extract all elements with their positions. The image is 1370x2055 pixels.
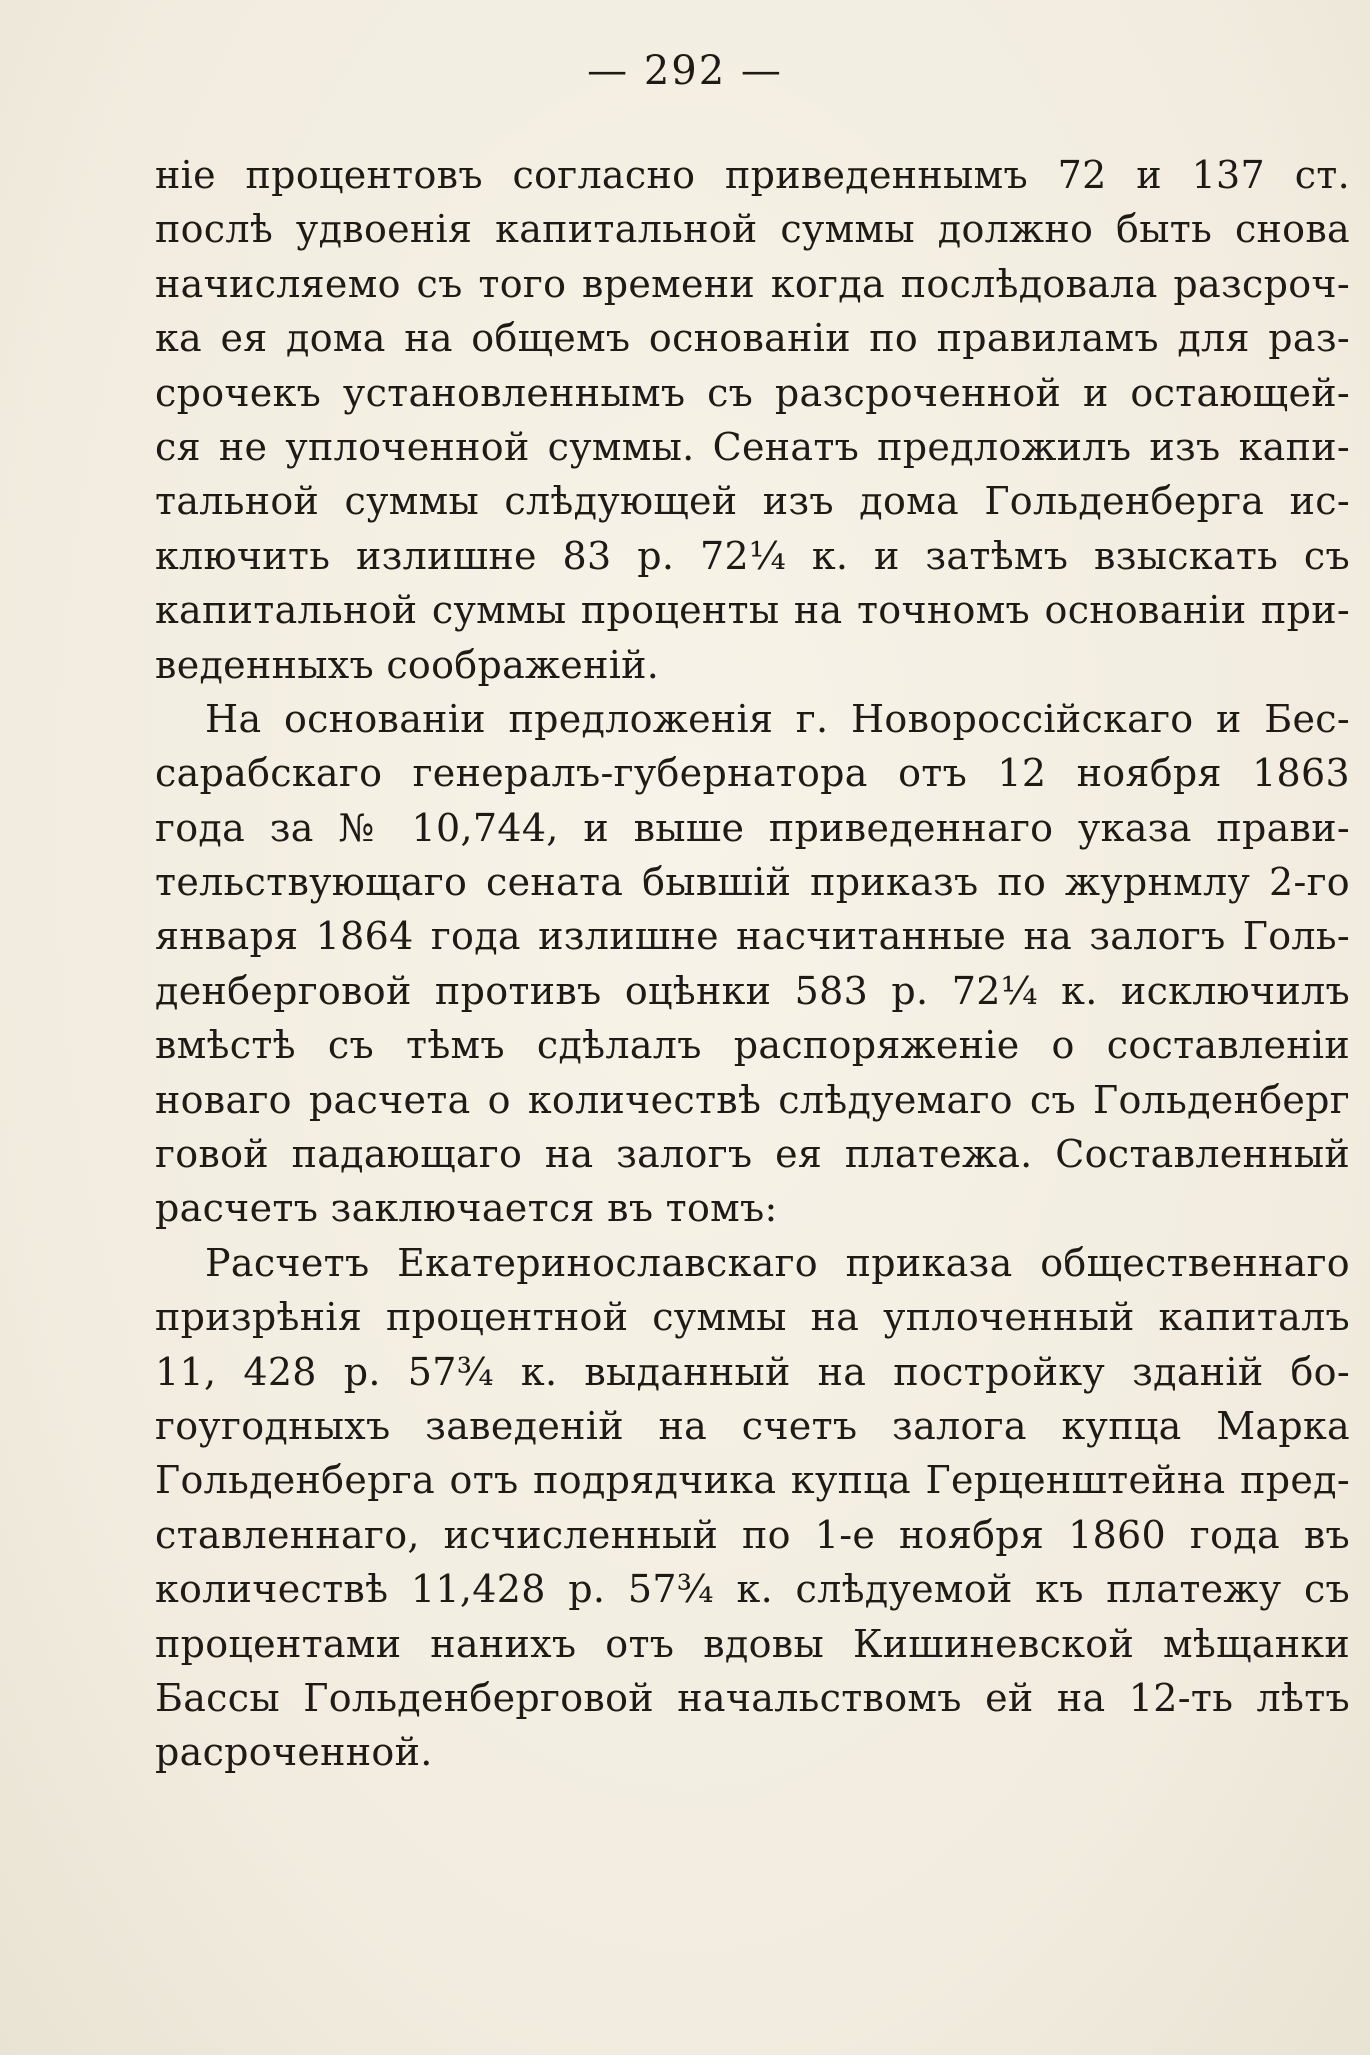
text-line: расроченной. [155,1730,433,1775]
text-line: начисляемо съ того времени когда послѣдовала разсроч- [155,261,1350,306]
text-line: ніе процентовъ согласно приведеннымъ 72 и 137 ст. [155,153,1350,197]
text-line: Расчетъ Екатеринославскаго приказа общественнаго [205,1240,1350,1285]
text-line: января 1864 года излишне насчитанные на залогъ Голь- [155,914,1350,959]
text-line: количествѣ 11,428 р. 57¾ к. слѣдуемой къ платежу съ [155,1567,1350,1612]
page-number: — 292 — [587,48,783,94]
text-line: говой падающаго на залогъ ея платежа. Составленный [155,1132,1350,1177]
text-line: Бассы Гольденберговой начальствомъ ей на 12-ть лѣтъ [155,1675,1350,1720]
text-line: вмѣстѣ съ тѣмъ сдѣлалъ распоряженіе о составленіи [155,1023,1350,1068]
text-line: срочекъ установленнымъ съ разсроченной и остающей- [155,370,1350,415]
text-line: процентами нанихъ отъ вдовы Кишиневской мѣщанки [155,1621,1350,1666]
text-line: послѣ удвоенія капитальной суммы должно быть снова [155,207,1350,252]
text-line: ключить излишне 83 р. 72¼ к. и затѣмъ взыскать съ [155,533,1350,578]
text-line: 11, 428 р. 57¾ к. выданный на постройку зданій бо- [155,1349,1350,1394]
text-line: тельствующаго сената бывшій приказъ по журнмлу 2-го [155,860,1350,905]
text-line: расчетъ заключается въ томъ: [155,1186,778,1231]
text-line: сарабскаго генералъ-губернатора отъ 12 ноября 1863 [155,751,1350,796]
text-line: капитальной суммы проценты на точномъ основаніи при- [155,588,1350,633]
text-line: веденныхъ соображеній. [155,642,660,687]
text-line: тальной суммы слѣдующей изъ дома Гольденберга ис- [155,479,1350,524]
text-line: На основаніи предложенія г. Новороссійскаго и Бес- [205,696,1350,741]
text-line: ся не уплоченной суммы. Сенатъ предложилъ изъ капи- [155,424,1350,469]
text-line: Гольденберга отъ подрядчика купца Герценштейна пред- [155,1458,1350,1503]
text-line: ставленнаго, исчисленный по 1-е ноября 1860 года въ [155,1512,1350,1557]
text-line: гоугодныхъ заведеній на счетъ залога купца Марка [155,1403,1350,1448]
text-line: призрѣнія процентной суммы на уплоченный капиталъ [155,1295,1350,1340]
body-text [155,148,1350,1780]
text-line: денберговой противъ оцѣнки 583 р. 72¼ к. исключилъ [155,968,1350,1013]
text-line: года за № 10,744, и выше приведеннаго указа прави- [155,805,1350,850]
text-line: ка ея дома на общемъ основаніи по правиламъ для раз- [155,316,1350,361]
text-line: новаго расчета о количествѣ слѣдуемаго съ Гольденберг [155,1077,1350,1122]
